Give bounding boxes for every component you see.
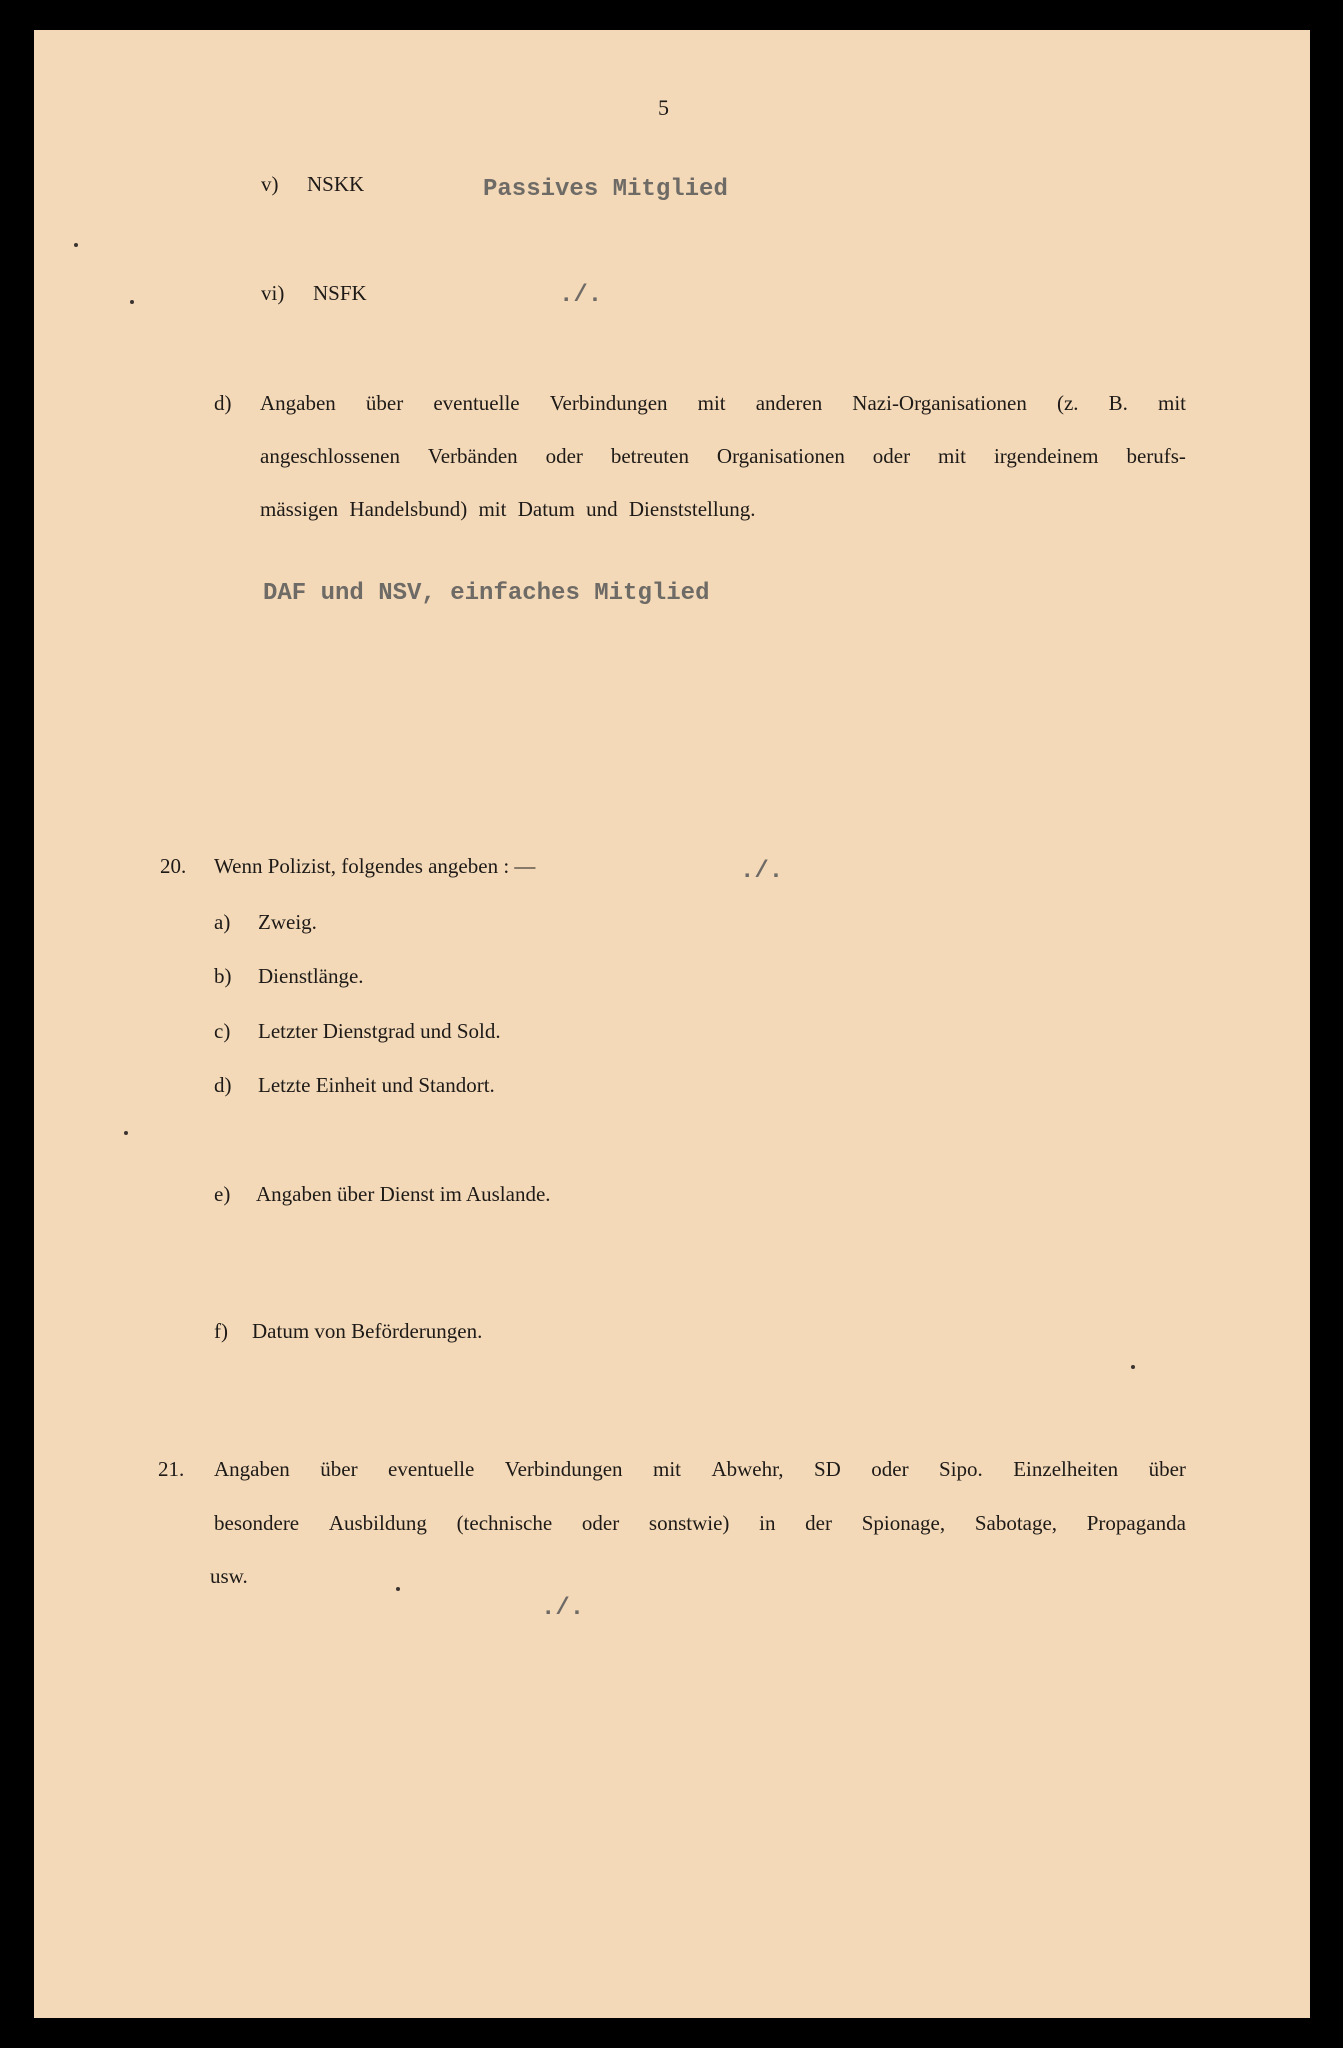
word: B.: [1108, 391, 1128, 415]
word: Propaganda: [1086, 1511, 1186, 1535]
word: SD: [813, 1457, 841, 1481]
item-v-org: NSKK: [307, 172, 365, 196]
word: mit: [653, 1457, 682, 1481]
q20-item-c-text: Letzter Dienstgrad und Sold.: [258, 1019, 501, 1043]
word: Einzelheiten: [1013, 1457, 1119, 1481]
q20-item-b-text: Dienstlänge.: [258, 964, 364, 988]
paper-speck: [74, 243, 78, 247]
q20-item-f-text: Datum von Beförderungen.: [252, 1319, 483, 1343]
word: Angaben: [214, 1457, 290, 1481]
q19d-label: d): [214, 391, 232, 415]
item-vi-org: NSFK: [313, 281, 367, 305]
q19d-line-1: [260, 393, 1186, 414]
word: Ausbildung: [328, 1511, 427, 1535]
q20-item-e-text: Angaben über Dienst im Auslande.: [256, 1182, 551, 1206]
q20-item-e-label: e): [214, 1182, 231, 1206]
word: über: [320, 1457, 358, 1481]
word: irgendeinem: [993, 444, 1099, 468]
q20-number: 20.: [160, 854, 187, 878]
item-v-label: v): [261, 172, 279, 196]
paper-speck: [1131, 1365, 1135, 1369]
word: Verbindungen: [549, 391, 668, 415]
word: oder: [872, 444, 911, 468]
q20-text: Wenn Polizist, folgendes angeben : —: [214, 854, 536, 878]
word: angeschlossenen: [260, 444, 400, 468]
word: anderen: [755, 391, 823, 415]
q21-number: 21.: [158, 1457, 185, 1481]
q21-line-2: [214, 1513, 1186, 1534]
word: eventuelle: [388, 1457, 475, 1481]
word: eventuelle: [433, 391, 520, 415]
q19d-answer: DAF und NSV, einfaches Mitglied: [263, 580, 710, 607]
word: in: [759, 1511, 776, 1535]
word: Organisationen: [716, 444, 845, 468]
q20-item-b-label: b): [214, 964, 232, 988]
paper-speck: [124, 1131, 128, 1135]
q20-item-d-label: d): [214, 1073, 232, 1097]
word: Angaben: [260, 391, 336, 415]
q20-item-f-label: f): [214, 1319, 228, 1343]
q19d-line-3: mässigen Handelsbund) mit Datum und Dienststellung.: [260, 497, 756, 521]
q20-item-d-text: Letzte Einheit und Standort.: [258, 1073, 495, 1097]
q20-item-a-text: Zweig.: [258, 910, 317, 934]
word: mit: [697, 391, 726, 415]
item-vi-answer: ./.: [559, 282, 603, 309]
word: der: [805, 1511, 832, 1535]
q21-line-1: [214, 1459, 1186, 1480]
paper-speck: [396, 1587, 400, 1591]
word: oder: [871, 1457, 909, 1481]
q19d-line-2: [260, 446, 1186, 467]
paper-speck: [130, 300, 134, 304]
document-page: [34, 30, 1310, 2018]
word: (z.: [1056, 391, 1079, 415]
word: betreuten: [610, 444, 689, 468]
word: besondere: [214, 1511, 300, 1535]
word: Verbindungen: [504, 1457, 623, 1481]
q20-item-c-label: c): [214, 1019, 231, 1043]
item-v-answer: Passives Mitglied: [483, 176, 728, 203]
word: berufs-: [1126, 444, 1186, 468]
q20-answer: ./.: [740, 858, 784, 885]
word: mit: [938, 444, 967, 468]
word: über: [1148, 1457, 1186, 1481]
word: (technische: [456, 1511, 553, 1535]
word: Sabotage,: [974, 1511, 1058, 1535]
word: Sipo.: [939, 1457, 983, 1481]
word: oder: [545, 444, 583, 468]
word: sonstwie): [648, 1511, 730, 1535]
q21-line-3: usw.: [210, 1564, 248, 1588]
page-number: 5: [658, 95, 669, 120]
item-vi-label: vi): [261, 281, 285, 305]
word: Verbänden: [427, 444, 518, 468]
word: über: [365, 391, 404, 415]
q21-answer: ./.: [541, 1595, 585, 1622]
word: Abwehr,: [711, 1457, 784, 1481]
word: mit: [1157, 391, 1186, 415]
q20-item-a-label: a): [214, 910, 231, 934]
word: Spionage,: [861, 1511, 946, 1535]
word: Nazi-Organisationen: [852, 391, 1027, 415]
word: oder: [581, 1511, 620, 1535]
